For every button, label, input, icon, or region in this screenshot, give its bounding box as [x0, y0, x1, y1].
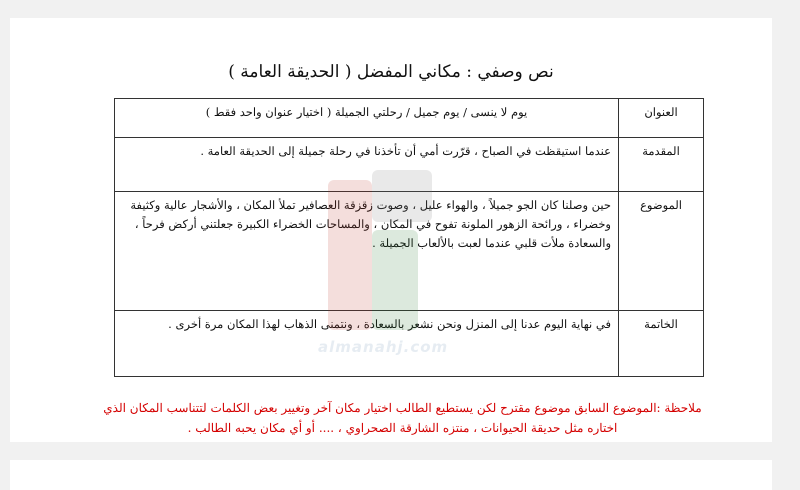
row-content-conclusion: في نهاية اليوم عدنا إلى المنزل ونحن نشعر بالسعادة ، ونتمنى الذهاب لهذا المكان مرة أخرى .: [115, 311, 619, 377]
row-label-topic: الموضوع: [619, 192, 704, 311]
teacher-note: [50, 398, 755, 438]
table-row: [115, 99, 704, 138]
next-page-edge: [10, 460, 772, 490]
essay-table: [114, 98, 704, 377]
watermark-text: almanahj.com: [318, 338, 449, 356]
row-label-conclusion: الخاتمة: [619, 311, 704, 377]
table-row: [115, 311, 704, 377]
row-label-intro: المقدمة: [619, 138, 704, 192]
document-page: [10, 18, 772, 442]
row-content-topic: حين وصلنا كان الجو جميلاً ، والهواء عليل ، وصوت زقزقة العصافير تملأ المكان ، والأشجار عالية وكثيفة وخضراء ، ورائحة الزهور الملونة تفوح في المكان ، والمساحات الخضراء الكبيرة جعلتني أركض فرحاً ، والسعادة ملأت قلبي عندما لعبت بالألعاب الجميلة .: [115, 192, 619, 311]
row-content-title: يوم لا ينسى / يوم جميل / رحلتي الجميلة ( اختيار عنوان واحد فقط ): [115, 99, 619, 138]
table-row: [115, 192, 704, 311]
row-label-title: العنوان: [619, 99, 704, 138]
table-row: [115, 138, 704, 192]
row-content-intro: عندما استيقظت في الصباح ، قرّرت أمي أن تأخذنا في رحلة جميلة إلى الحديقة العامة .: [115, 138, 619, 192]
document-title: نص وصفي : مكاني المفضل ( الحديقة العامة ): [228, 62, 554, 82]
note-line-1: ملاحظة :الموضوع السابق موضوع مقترح لكن يستطيع الطالب اختيار مكان آخر وتغيير بعض الكلمات لتتناسب المكان الذي: [103, 401, 702, 415]
note-line-2: اختاره مثل حديقة الحيوانات ، منتزه الشارقة الصحراوي ، .... أو أي مكان يحبه الطالب .: [187, 421, 618, 435]
